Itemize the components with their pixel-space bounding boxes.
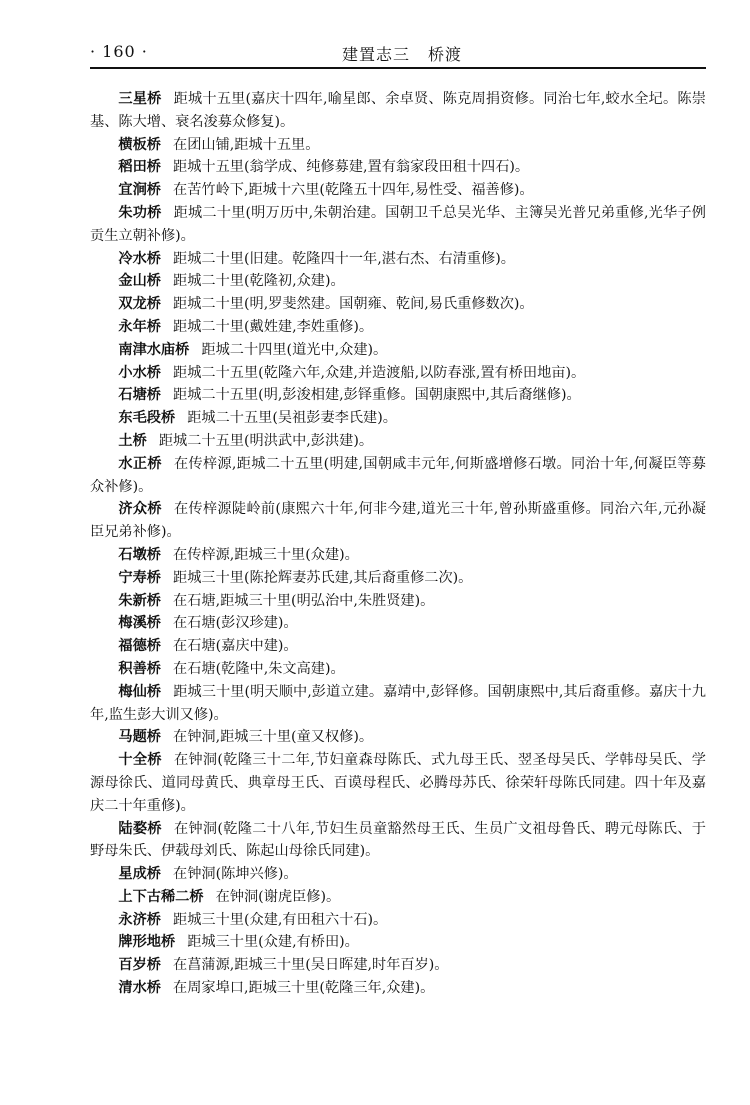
bridge-description: 在钟洞(谢虎臣修)。: [215, 888, 341, 905]
page-header: [90, 40, 706, 68]
bridge-entry: [90, 498, 706, 544]
bridge-name: 朱新桥: [118, 592, 161, 609]
page-number: · 160 ·: [90, 42, 148, 61]
bridge-entry: [90, 430, 706, 453]
bridge-description: 在石塘,距城三十里(明弘治中,朱胜贤建)。: [173, 592, 435, 609]
bridge-entry: [90, 726, 706, 749]
bridge-entry: [90, 339, 706, 362]
bridge-description: 在钟洞(乾隆二十八年,节妇生员童豁然母王氏、生员广文祖母鲁氏、聘元母陈氏、于野母朱氏、伊载母刘氏、陈起山母徐氏同建)。: [90, 820, 706, 860]
bridge-description: 距城三十里(众建,有桥田)。: [187, 934, 359, 951]
bridge-entry: [90, 977, 706, 1000]
bridge-entry: [90, 567, 706, 590]
bridge-description: 在石塘(乾隆中,朱文高建)。: [173, 660, 345, 677]
bridge-name: 星成桥: [118, 866, 161, 883]
bridge-entry: [90, 658, 706, 681]
bridge-name: 清水桥: [118, 980, 161, 997]
bridge-name: 三星桥: [118, 91, 162, 107]
bridge-description: 距城二十四里(道光中,众建)。: [201, 341, 388, 358]
bridge-name: 稻田桥: [118, 159, 161, 176]
bridge-description: 距城二十五里(明,彭浚相建,彭铎重修。国朝康熙中,其后裔继修)。: [173, 387, 581, 404]
bridge-description: 距城十五里(翁学成、纯修募建,置有翁家段田租十四石)。: [173, 159, 530, 176]
bridge-entry: [90, 954, 706, 977]
bridge-description: 距城二十里(明,罗斐然建。国朝雍、乾间,易氏重修数次)。: [173, 296, 534, 313]
bridge-name: 梅仙桥: [118, 683, 162, 700]
bridge-description: 距城二十里(旧建。乾隆四十一年,湛右杰、右清重修)。: [173, 250, 515, 267]
bridge-entry: [90, 156, 706, 179]
bridge-entry: [90, 909, 706, 932]
bridge-entry: [90, 362, 706, 385]
bridge-description: 在团山铺,距城十五里。: [173, 136, 320, 153]
topic-title: 桥渡: [428, 45, 463, 64]
bridge-entry: [90, 635, 706, 658]
bridge-name: 陆婺桥: [118, 820, 162, 837]
bridge-entry-list: [90, 88, 706, 1058]
bridge-description: 距城三十里(陈抡辉妻苏氏建,其后裔重修二次)。: [173, 569, 473, 586]
bridge-description: 在菖蒲源,距城三十里(吴日晖建,时年百岁)。: [173, 957, 449, 974]
bridge-name: 石墩桥: [118, 546, 161, 563]
bridge-entry: [90, 316, 706, 339]
bridge-entry: [90, 248, 706, 271]
bridge-entry: [90, 384, 706, 407]
bridge-name: 宜涧桥: [118, 182, 161, 199]
bridge-description: 距城三十里(众建,有田租六十石)。: [173, 911, 388, 928]
bridge-entry: [90, 818, 706, 864]
header-rule: [90, 67, 706, 69]
bridge-description: 在传梓源,距城三十里(众建)。: [173, 546, 359, 563]
bridge-name: 小水桥: [118, 364, 161, 381]
bridge-description: 距城二十里(明万历中,朱朝治建。国朝卫千总吴光华、主簿吴光普兄弟重修,光华子例贡生立朝补修)。: [90, 204, 706, 244]
bridge-name: 石塘桥: [118, 387, 161, 404]
bridge-name: 南津水庙桥: [118, 341, 190, 358]
section-title: 建置志三: [342, 45, 411, 64]
bridge-entry: [90, 612, 706, 635]
bridge-entry: [90, 293, 706, 316]
bridge-name: 土桥: [118, 432, 147, 449]
bridge-entry: [90, 863, 706, 886]
bridge-name: 水正桥: [118, 455, 162, 472]
bridge-name: 金山桥: [118, 273, 161, 290]
bridge-name: 福德桥: [118, 638, 161, 655]
bridge-entry: [90, 202, 706, 248]
bridge-name: 朱功桥: [118, 204, 162, 221]
bridge-name: 永济桥: [118, 911, 161, 928]
bridge-name: 梅溪桥: [118, 615, 161, 632]
bridge-name: 十全桥: [118, 752, 162, 769]
bridge-name: 百岁桥: [118, 957, 161, 974]
bridge-entry: [90, 407, 706, 430]
bridge-name: 双龙桥: [118, 296, 161, 313]
bridge-name: 冷水桥: [118, 250, 161, 267]
bridge-description: 在钟洞(乾隆三十二年,节妇童森母陈氏、式九母王氏、翌圣母吴氏、学韩母吴氏、学源母徐氏、道同母黄氏、典章母王氏、百谟母程氏、必腾母苏氏、徐荣轩母陈氏同建。四十年及嘉庆二十年重修)。: [90, 752, 706, 814]
bridge-entry: [90, 270, 706, 293]
bridge-description: 在传梓源,距城二十五里(明建,国朝咸丰元年,何斯盛增修石墩。同治十年,何凝臣等募众补修)。: [90, 455, 706, 495]
bridge-entry: [90, 88, 706, 134]
bridge-description: 在钟洞(陈坤兴修)。: [173, 866, 298, 883]
bridge-description: 距城二十里(戴姓建,李姓重修)。: [173, 318, 374, 335]
bridge-entry: [90, 749, 706, 817]
bridge-name: 济众桥: [118, 501, 162, 518]
bridge-entry: [90, 681, 706, 727]
bridge-description: 距城二十里(乾隆初,众建)。: [173, 273, 345, 290]
bridge-name: 马题桥: [118, 729, 161, 746]
bridge-description: 距城二十五里(吴祖彭妻李氏建)。: [187, 410, 397, 427]
bridge-description: 距城十五里(嘉庆十四年,喻星郎、余卓贤、陈克周捐资修。同治七年,蛟水全圮。陈崇基、陈大增、衰名浚募众修复)。: [90, 91, 706, 130]
bridge-entry: [90, 134, 706, 157]
bridge-description: 在周家埠口,距城三十里(乾隆三年,众建)。: [173, 980, 435, 997]
bridge-entry: [90, 179, 706, 202]
bridge-description: 在石塘(彭汉珍建)。: [173, 615, 298, 632]
bridge-description: 距城二十五里(乾隆六年,众建,并造渡船,以防春涨,置有桥田地亩)。: [173, 364, 586, 381]
bridge-description: 在钟洞,距城三十里(童又权修)。: [173, 729, 374, 746]
bridge-description: 距城三十里(明天顺中,彭道立建。嘉靖中,彭铎修。国朝康熙中,其后裔重修。嘉庆十九年,监生彭大训又修)。: [90, 683, 706, 723]
bridge-name: 积善桥: [118, 660, 161, 677]
bridge-name: 上下古稀二桥: [118, 888, 204, 905]
bridge-entry: [90, 453, 706, 499]
bridge-name: 永年桥: [118, 318, 161, 335]
bridge-entry: [90, 544, 706, 567]
bridge-entry: [90, 886, 706, 909]
bridge-name: 宁寿桥: [118, 569, 161, 586]
bridge-entry: [90, 931, 706, 954]
bridge-description: 在苦竹岭下,距城十六里(乾隆五十四年,易性受、福善修)。: [173, 182, 534, 199]
bridge-description: 在石塘(嘉庆中建)。: [173, 638, 298, 655]
bridge-name: 东毛段桥: [118, 410, 176, 427]
bridge-description: 在传梓源陡岭前(康熙六十年,何非今建,道光三十年,曾孙斯盛重修。同治六年,元孙凝臣兄弟补修)。: [90, 501, 706, 541]
running-title: [342, 42, 462, 65]
bridge-description: 距城二十五里(明洪武中,彭洪建)。: [158, 432, 374, 449]
bridge-entry: [90, 590, 706, 613]
bridge-name: 牌形地桥: [118, 934, 176, 951]
bridge-name: 横板桥: [118, 136, 161, 153]
